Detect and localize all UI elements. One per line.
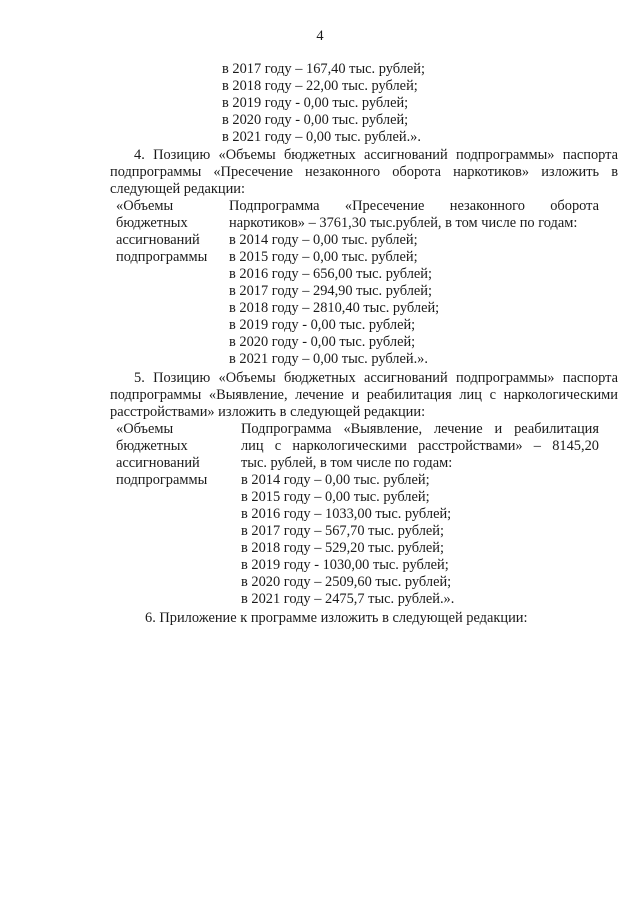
item5-label [116,421,207,489]
item5-value-line-1: Подпрограмма «Выявление, лечение и реабилитация [241,421,599,437]
list-item: в 2015 году – 0,00 тыс. рублей; [229,249,418,265]
label-line: бюджетных [116,215,188,231]
list-item: в 2021 году – 0,00 тыс. рублей.». [222,129,421,145]
item5-value-line-3: тыс. рублей, в том числе по годам: [241,455,453,471]
list-item: в 2014 году – 0,00 тыс. рублей; [229,232,418,248]
list-item: в 2021 году – 2475,7 тыс. рублей.». [241,591,455,607]
item4-paragraph [110,147,618,198]
list-item: в 2016 году – 656,00 тыс. рублей; [229,266,432,282]
item5-line-1: 5. Позицию «Объемы бюджетных ассигнований подпрограммы» паспорта [134,370,618,386]
list-item: в 2021 году – 0,00 тыс. рублей.». [229,351,428,367]
list-item: в 2018 году – 2810,40 тыс. рублей; [229,300,440,316]
list-item: в 2020 году - 0,00 тыс. рублей; [229,334,416,350]
list-item: в 2020 году – 2509,60 тыс. рублей; [241,574,452,590]
label-line: «Объемы [116,421,174,437]
item4-line-3: следующей редакции: [110,181,245,197]
label-line: бюджетных [116,438,188,454]
item4-value-line-2: наркотиков» – 3761,30 тыс.рублей, в том числе по годам: [229,215,578,231]
list-item: в 2016 году – 1033,00 тыс. рублей; [241,506,452,522]
item5-value [241,421,599,608]
list-item: в 2019 году - 1030,00 тыс. рублей; [241,557,449,573]
item5-line-2: подпрограммы «Выявление, лечение и реабилитация лиц с наркологическими [110,387,618,403]
list-item: в 2019 году - 0,00 тыс. рублей; [229,317,416,333]
list-item: в 2019 году - 0,00 тыс. рублей; [222,95,409,111]
item4-value-line-1: Подпрограмма «Пресечение незаконного оборота [229,198,599,214]
item4-line-1: 4. Позицию «Объемы бюджетных ассигнований подпрограммы» паспорта [134,147,618,163]
list-item: в 2017 году – 167,40 тыс. рублей; [222,61,425,77]
list-item: в 2020 году - 0,00 тыс. рублей; [222,112,409,128]
label-line: ассигнований [116,232,200,248]
item6-paragraph: 6. Приложение к программе изложить в следующей редакции: [145,610,528,626]
list-item: в 2015 году – 0,00 тыс. рублей; [241,489,430,505]
label-line: подпрограммы [116,249,208,265]
label-line: подпрограммы [116,472,208,488]
list-item: в 2017 году – 294,90 тыс. рублей; [229,283,432,299]
item4-line-2: подпрограммы «Пресечение незаконного оборота наркотиков» изложить в [110,164,618,180]
label-line: «Объемы [116,198,174,214]
list-item: в 2017 году – 567,70 тыс. рублей; [241,523,444,539]
item5-value-line-2: лиц с наркологическими расстройствами» – 8145,20 [241,438,599,454]
top-year-list [222,61,425,146]
item4-value [229,198,599,368]
label-line: ассигнований [116,455,200,471]
list-item: в 2018 году – 22,00 тыс. рублей; [222,78,418,94]
item4-label [116,198,207,266]
page-number: 4 [316,28,324,44]
item5-paragraph [110,370,618,421]
list-item: в 2018 году – 529,20 тыс. рублей; [241,540,444,556]
item5-line-3: расстройствами» изложить в следующей редакции: [110,404,426,420]
list-item: в 2014 году – 0,00 тыс. рублей; [241,472,430,488]
